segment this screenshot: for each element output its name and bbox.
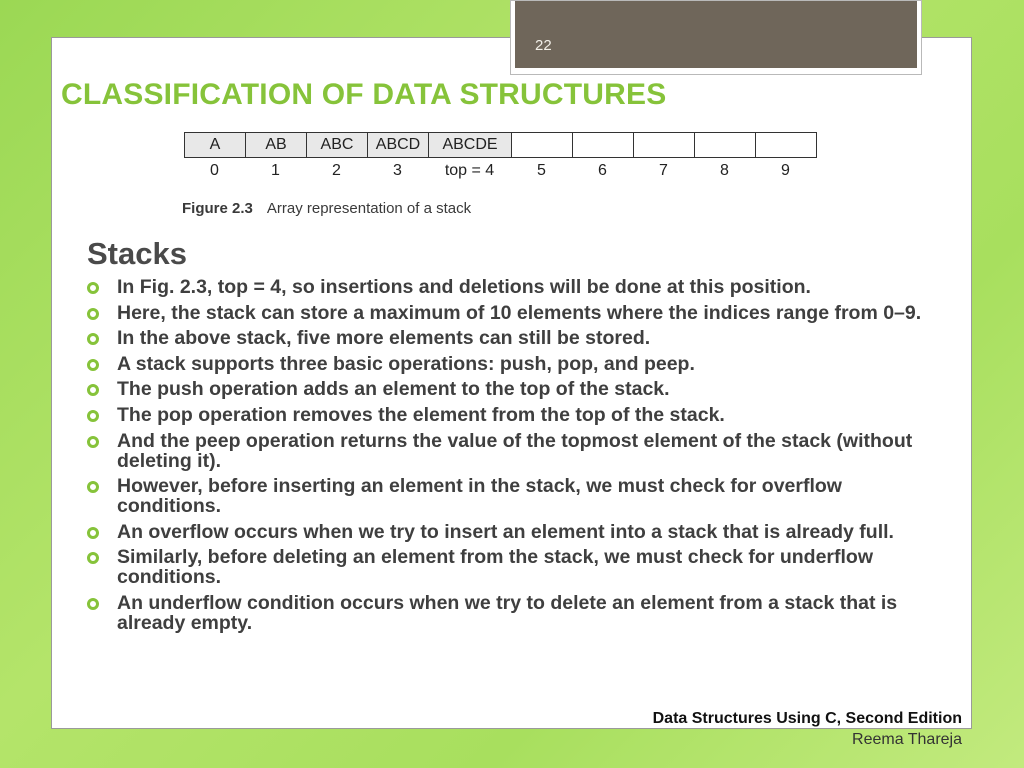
stack-cells-row xyxy=(184,132,817,158)
figure-caption-text: Array representation of a stack xyxy=(266,200,472,217)
bullet-text: And the peep operation returns the value of the topmost element of the stack (without deleting it). xyxy=(117,429,913,472)
bullet-list xyxy=(87,277,947,639)
stack-cell: ABC xyxy=(306,132,368,158)
ring-bullet-icon xyxy=(87,359,99,371)
page-number-tab xyxy=(510,0,922,75)
stack-cell xyxy=(633,132,695,158)
bullet-text: An overflow occurs when we try to insert an element into a stack that is already full. xyxy=(117,520,894,543)
stack-cell: A xyxy=(184,132,246,158)
stack-cell xyxy=(755,132,817,158)
bullet-item xyxy=(87,405,947,425)
ring-bullet-icon xyxy=(87,598,99,610)
stack-index: 7 xyxy=(659,162,668,179)
ring-bullet-icon xyxy=(87,481,99,493)
section-heading: Stacks xyxy=(87,236,187,271)
ring-bullet-icon xyxy=(87,384,99,396)
bullet-item xyxy=(87,593,947,633)
footer-book-title: Data Structures Using C, Second Edition xyxy=(652,710,962,727)
slide-title: CLASSIFICATION OF DATA STRUCTURES xyxy=(61,78,667,111)
bullet-text: Here, the stack can store a maximum of 10 elements where the indices range from 0–9. xyxy=(117,301,922,324)
stack-index: 3 xyxy=(393,162,402,179)
stack-cell: AB xyxy=(245,132,307,158)
bullet-item xyxy=(87,431,947,471)
stack-cell xyxy=(694,132,756,158)
bullet-text: In the above stack, five more elements can still be stored. xyxy=(117,327,651,350)
bullet-text: Similarly, before deleting an element from the stack, we must check for underflow conditions. xyxy=(117,546,873,589)
bullet-text: In Fig. 2.3, top = 4, so insertions and deletions will be done at this position. xyxy=(117,276,811,298)
stack-cell: ABCDE xyxy=(428,132,512,158)
stack-index: 0 xyxy=(210,162,219,179)
bullet-item xyxy=(87,354,947,374)
bullet-text: The push operation adds an element to the top of the stack. xyxy=(117,378,670,401)
bullet-text: An underflow condition occurs when we try to delete an element from a stack that is already empty. xyxy=(117,591,898,634)
bullet-item xyxy=(87,277,947,297)
stack-index: 8 xyxy=(720,162,729,179)
bullet-item xyxy=(87,328,947,348)
stack-cell xyxy=(572,132,634,158)
figure-caption xyxy=(182,200,471,217)
ring-bullet-icon xyxy=(87,527,99,539)
bullet-text: A stack supports three basic operations: push, pop, and peep. xyxy=(117,352,695,375)
stack-index: 2 xyxy=(332,162,341,179)
stack-cell: ABCD xyxy=(367,132,429,158)
footer-author: Reema Thareja xyxy=(852,731,962,748)
stack-indices-row xyxy=(184,162,817,180)
stack-index-top: top = 4 xyxy=(444,162,495,179)
bullet-item xyxy=(87,476,947,516)
stack-cell xyxy=(511,132,573,158)
ring-bullet-icon xyxy=(87,333,99,345)
stack-index: 5 xyxy=(537,162,546,179)
ring-bullet-icon xyxy=(87,308,99,320)
ring-bullet-icon xyxy=(87,410,99,422)
bullet-item xyxy=(87,547,947,587)
ring-bullet-icon xyxy=(87,436,99,448)
figure-caption-label: Figure 2.3 xyxy=(182,200,253,217)
bullet-text: The pop operation removes the element from the top of the stack. xyxy=(117,403,725,426)
page-number-tab-fill xyxy=(515,1,917,68)
stack-index: 1 xyxy=(271,162,280,179)
ring-bullet-icon xyxy=(87,552,99,564)
bullet-item xyxy=(87,303,947,323)
bullet-text: However, before inserting an element in the stack, we must check for overflow conditions. xyxy=(117,475,842,518)
bullet-item xyxy=(87,379,947,399)
bullet-item xyxy=(87,522,947,542)
ring-bullet-icon xyxy=(87,282,99,294)
stack-index: 6 xyxy=(598,162,607,179)
stack-index: 9 xyxy=(781,162,790,179)
page-number: 22 xyxy=(535,37,552,54)
stack-figure xyxy=(184,132,817,180)
